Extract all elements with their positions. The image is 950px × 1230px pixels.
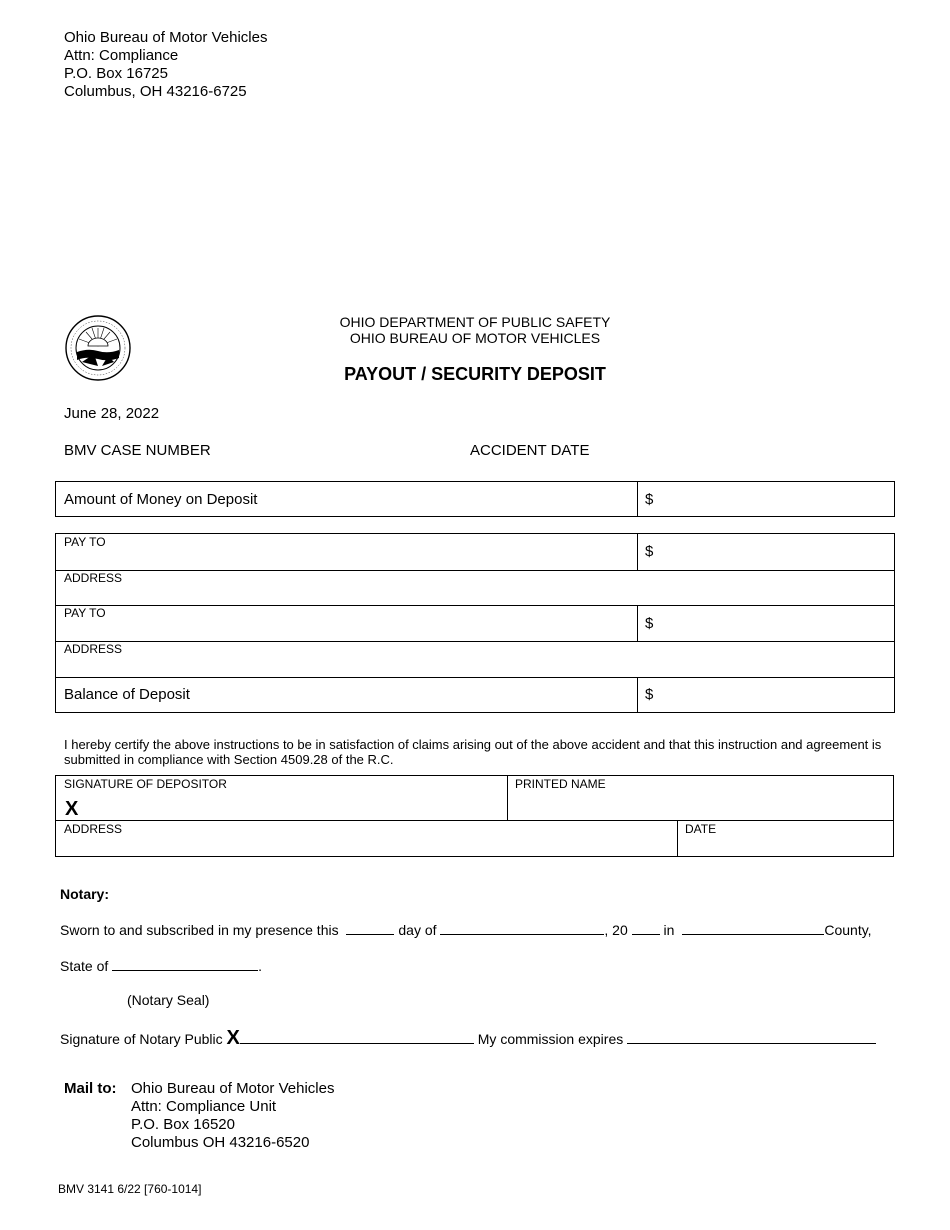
sworn-text: County, — [824, 922, 872, 938]
notary-x-mark: X — [226, 1027, 240, 1049]
balance-amount-field[interactable] — [645, 686, 885, 706]
sworn-text: day of — [398, 922, 437, 938]
pay-to-field-2[interactable] — [56, 606, 636, 641]
mail-to-line: Ohio Bureau of Motor Vehicles — [131, 1080, 335, 1097]
depositor-signature-field[interactable] — [84, 794, 504, 818]
form-title: PAYOUT / SECURITY DEPOSIT — [344, 364, 606, 384]
ohio-dps-bmv-seal-icon — [64, 314, 132, 382]
bureau-name: OHIO BUREAU OF MOTOR VEHICLES — [349, 330, 601, 346]
mail-to-address — [131, 1080, 334, 1152]
department-header — [300, 314, 650, 346]
deposit-amount-row — [55, 481, 895, 517]
pay-to-field-1[interactable] — [56, 534, 636, 569]
printed-name-label: PRINTED NAME — [515, 777, 606, 791]
divider — [637, 534, 638, 570]
notary-signature-label: Signature of Notary Public — [60, 1031, 223, 1047]
case-number-label: BMV CASE NUMBER — [64, 442, 211, 459]
depositor-address-field[interactable] — [56, 836, 676, 856]
sworn-text: , 20 — [604, 922, 628, 938]
sworn-day-field[interactable] — [346, 921, 394, 935]
mail-to-line: Columbus OH 43216-6520 — [131, 1134, 310, 1151]
notary-state-line — [60, 957, 262, 974]
currency-symbol: $ — [645, 491, 654, 508]
pay-to-label: PAY TO — [64, 606, 106, 620]
state-field[interactable] — [112, 957, 258, 971]
return-address-line: Columbus, OH 43216-6725 — [64, 83, 247, 100]
mail-to-line: P.O. Box 16520 — [131, 1116, 235, 1133]
return-address-line: P.O. Box 16725 — [64, 65, 168, 82]
department-name: OHIO DEPARTMENT OF PUBLIC SAFETY — [339, 314, 611, 330]
state-prefix: State of — [60, 958, 109, 974]
signature-date-field[interactable] — [678, 836, 893, 856]
state-suffix: . — [258, 958, 263, 974]
notary-signature-field[interactable] — [240, 1030, 474, 1044]
address-label: ADDRESS — [64, 822, 123, 836]
commission-label: My commission expires — [477, 1031, 624, 1047]
currency-symbol: $ — [645, 543, 654, 560]
sworn-month-field[interactable] — [440, 921, 604, 935]
notary-seal-text: (Notary Seal) — [127, 992, 210, 1008]
pay-to-amount-field-1[interactable] — [645, 543, 885, 563]
date-label: DATE — [685, 822, 717, 836]
return-address — [64, 29, 267, 101]
deposit-amount-label: Amount of Money on Deposit — [64, 491, 258, 508]
divider — [637, 605, 638, 641]
address-field-1[interactable] — [56, 571, 894, 605]
sworn-text: in — [663, 922, 675, 938]
notary-heading: Notary: — [60, 886, 110, 902]
pay-to-amount-field-2[interactable] — [645, 615, 885, 635]
sworn-text: Sworn to and subscribed in my presence this — [60, 922, 339, 938]
sworn-year-field[interactable] — [632, 921, 660, 935]
accident-date-label: ACCIDENT DATE — [470, 442, 590, 459]
divider — [637, 482, 638, 516]
form-date: June 28, 2022 — [64, 405, 160, 422]
divider — [56, 677, 894, 678]
currency-symbol: $ — [645, 615, 654, 632]
deposit-amount-field[interactable] — [645, 491, 885, 511]
printed-name-field[interactable] — [508, 792, 893, 819]
return-address-line: Ohio Bureau of Motor Vehicles — [64, 29, 268, 46]
address-field-2[interactable] — [56, 642, 894, 676]
return-address-line: Attn: Compliance — [64, 47, 179, 64]
signature-x-mark: X — [65, 798, 79, 820]
pay-to-label: PAY TO — [64, 535, 106, 549]
signature-label: SIGNATURE OF DEPOSITOR — [64, 777, 227, 791]
county-field[interactable] — [682, 921, 824, 935]
address-label: ADDRESS — [64, 571, 123, 585]
commission-expires-field[interactable] — [627, 1030, 876, 1044]
divider — [637, 677, 638, 712]
mail-to-line: Attn: Compliance Unit — [131, 1098, 277, 1115]
mail-to-label: Mail to: — [64, 1080, 117, 1097]
certification-text: I hereby certify the above instructions to be in satisfaction of claims arising out of the above accident and that this instruction and agreement is submitted in compliance with Section 4509.28 of the R.C. — [64, 737, 882, 767]
signature-table — [55, 775, 894, 857]
payees-table — [55, 533, 895, 713]
balance-label: Balance of Deposit — [64, 686, 190, 703]
form-id: BMV 3141 6/22 [760-1014] — [58, 1182, 202, 1196]
currency-symbol: $ — [645, 686, 654, 703]
notary-sworn-line — [60, 921, 872, 938]
divider — [56, 820, 893, 821]
notary-signature-line — [60, 1027, 876, 1050]
address-label: ADDRESS — [64, 642, 123, 656]
